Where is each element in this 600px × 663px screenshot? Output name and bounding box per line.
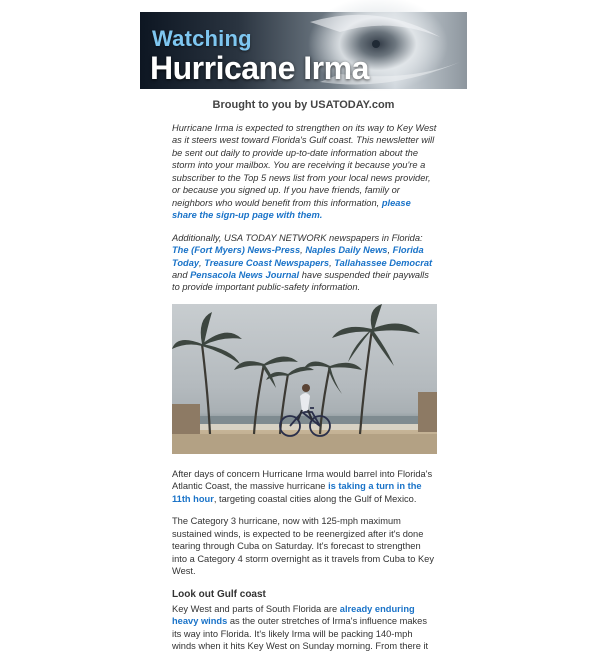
paper-link-tallahassee-democrat[interactable]: Tallahassee Democrat [334, 257, 433, 268]
sponsor-line: Brought to you by USATODAY.com [212, 99, 395, 111]
taking-turn-link[interactable]: is taking a turn in the 11th hour [172, 481, 422, 504]
intro-text: Hurricane Irma is expected to strengthen on its way to Key West as it steers west toward Florida's Gulf coast. This newsletter will be sent out daily to provide up-to-date information about the storm into your mailbox. You are receiving it because you're a subscriber to the Top 5 news list from your local news provider, or because you signed up. If you have friends, family or neighbors who would benefit from this information, [172, 123, 437, 208]
para1-text-before: After days of concern Hurricane Irma would barrel into Florida's Atlantic Coast, the massive hurricane [172, 468, 433, 492]
paper-link-pensacola-news-journal[interactable]: Pensacola News Journal [190, 269, 300, 280]
intro-paragraph [172, 122, 437, 222]
section-heading-gulf-coast: Look out Gulf coast [172, 588, 266, 600]
share-signup-link[interactable]: please share the sign-up page with them. [172, 197, 411, 221]
separator: , [387, 245, 393, 256]
heavy-winds-link[interactable]: already enduring heavy winds [172, 603, 415, 627]
para3-text-before: Key West and parts of South Florida are [172, 603, 340, 614]
network-suffix: have suspended their paywalls to provide important public-safety information. [172, 269, 429, 293]
network-paragraph [172, 232, 437, 294]
banner-title-line2: Hurricane Irma [150, 50, 369, 86]
banner-title-line1: Watching [152, 26, 252, 51]
photo-illustration [172, 304, 437, 454]
hurricane-banner [140, 12, 467, 89]
separator: , [329, 257, 335, 268]
para1-text-after: , targeting coastal cities along the Gulf of Mexico. [213, 493, 417, 504]
palm-trees-cyclist-photo [172, 304, 437, 454]
story-paragraph-3 [172, 603, 437, 653]
separator: , [300, 245, 306, 256]
para3-text-after: as the outer stretches of Irma's influence makes its way into Florida. It's likely Irma will be packing 140-mph winds when it hits Key West on Sunday morning. From there it [172, 616, 429, 652]
story-paragraph-2: The Category 3 hurricane, now with 125-mph maximum sustained winds, is expected to be reenergized after it's done tearing through Cuba on Saturday. It's forecast to strengthen into a Category 4 storm overnight as it travels from Cuba to Key West. [172, 516, 434, 577]
paper-link-florida-today[interactable]: Florida Today [172, 245, 424, 268]
network-prefix: Additionally, USA TODAY NETWORK newspapers in Florida: [172, 232, 423, 243]
story-paragraph-1 [172, 468, 437, 505]
newsletter-body [172, 122, 437, 663]
paper-link-news-press[interactable]: The (Fort Myers) News-Press [172, 245, 301, 256]
paper-link-treasure-coast[interactable]: Treasure Coast Newspapers [204, 257, 330, 268]
separator: , [199, 257, 205, 268]
paper-link-naples-daily-news[interactable]: Naples Daily News [305, 245, 388, 256]
conjunction: and [172, 269, 191, 280]
